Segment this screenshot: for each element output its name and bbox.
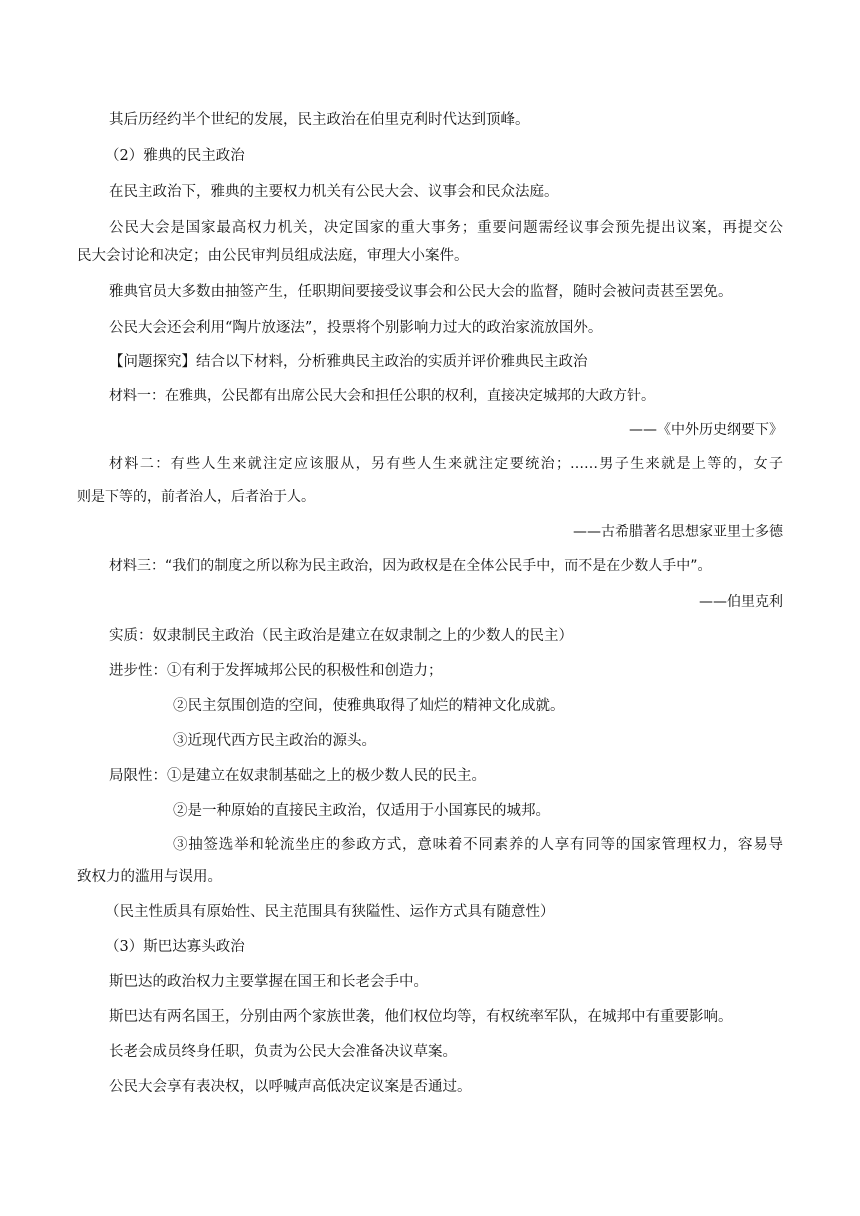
paragraph-line: 其后历经约半个世纪的发展，民主政治在伯里克利时代达到顶峰。 (109, 112, 530, 128)
summary-line: （民主性质具有原始性、民主范围具有狭隘性、运作方式具有随意性） (105, 904, 555, 920)
limitation-item-2: ②是一种原始的直接民主政治，仅适用于小国寡民的城邦。 (173, 803, 550, 819)
paragraph-line: 公民大会享有表决权，以呼喊声高低决定议案是否通过。 (109, 1079, 472, 1095)
material-three-source: ——伯里克利 (699, 594, 783, 610)
paragraph-line: 民大会讨论和决定；由公民审判员组成法庭，审理大小案件。 (77, 248, 469, 264)
progress-item-2: ②民主氛围创造的空间，使雅典取得了灿烂的精神文化成就。 (173, 698, 565, 714)
paragraph-line: 公民大会是国家最高权力机关，决定国家的重大事务；重要问题需经议事会预先提出议案，再提交公 (109, 220, 783, 236)
material-one-source: ——《中外历史纲要下》 (629, 422, 783, 438)
paragraph-line: 公民大会还会利用“陶片放逐法”，投票将个别影响力过大的政治家流放国外。 (109, 320, 603, 336)
paragraph-line: 长老会成员终身任职，负责为公民大会准备决议草案。 (109, 1044, 457, 1060)
limitation-item-3: ③抽签选举和轮流坐庄的参政方式，意味着不同素养的人享有同等的国家管理权力，容易导 (173, 837, 783, 853)
paragraph-line: 在民主政治下，雅典的主要权力机关有公民大会、议事会和民众法庭。 (109, 184, 559, 200)
paragraph-line: 雅典官员大多数由抽签产生，任职期间要接受议事会和公民大会的监督，随时会被问责甚至罢免。 (109, 284, 733, 300)
limitation-item-3-cont: 致权力的滥用与误用。 (77, 869, 222, 885)
section-heading: （2）雅典的民主政治 (105, 148, 245, 164)
section-heading: （3）斯巴达寡头政治 (105, 939, 245, 955)
essence-line: 实质：奴隶制民主政治（民主政治是建立在奴隶制之上的少数人的民主） (109, 628, 573, 644)
paragraph-line: 斯巴达的政治权力主要掌握在国王和长老会手中。 (109, 974, 428, 990)
material-two-source: ——古希腊著名思想家亚里士多德 (573, 524, 783, 540)
material-two: 材料二：有些人生来就注定应该服从，另有些人生来就注定要统治；……男子生来就是上等的，女子 (109, 456, 783, 472)
material-one: 材料一：在雅典，公民都有出席公民大会和担任公职的权利，直接决定城邦的大政方针。 (109, 388, 655, 404)
paragraph-line: 斯巴达有两名国王，分别由两个家族世袭，他们权位均等，有权统率军队，在城邦中有重要影响。 (109, 1009, 733, 1025)
material-two-cont: 则是下等的，前者治人，后者治于人。 (77, 489, 315, 505)
progress-item-3: ③近现代西方民主政治的源头。 (173, 733, 376, 749)
progress-item-1: 进步性：①有利于发挥城邦公民的积极性和创造力； (109, 663, 443, 679)
limitation-item-1: 局限性：①是建立在奴隶制基础之上的极少数人民的民主。 (109, 768, 486, 784)
material-three: 材料三：“我们的制度之所以称为民主政治，因为政权是在全体公民手中，而不是在少数人手中”。 (109, 558, 712, 574)
inquiry-heading: 【问题探究】结合以下材料，分析雅典民主政治的实质并评价雅典民主政治 (109, 354, 588, 370)
